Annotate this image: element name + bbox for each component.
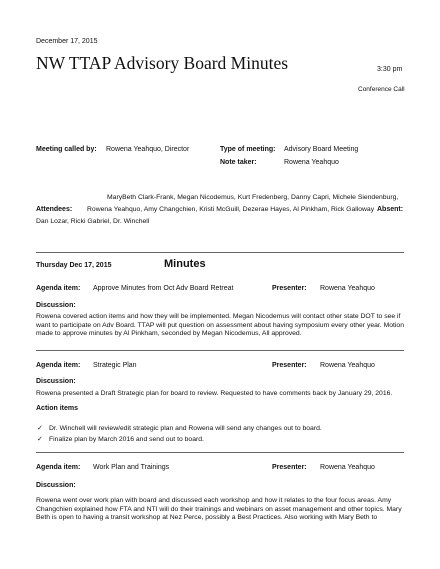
checkmark-icon: ✓ [37,425,43,432]
discussion-1: Rowena covered action items and how they will be implemented. Megan Nicodemus will contact other state DOT to see if want to participate on Adv Board. TTAP will put question on assessment about having symposium every other year. Motion made to approve minutes by Al Pinkham, seconded by Megan Nicodemus, All approved. [36,313,404,338]
meeting-type-label: Type of meeting: [220,146,276,153]
attendees-line-1: MaryBeth Clark-Frank, Megan Nicodemus, Kurt Fredenberg, Danny Capri, Michele Siendenburg, [107,194,399,201]
called-by-value: Rowena Yeahquo, Director [106,146,190,153]
section-divider [36,252,404,253]
called-by-label: Meeting called by: [36,146,97,153]
section-divider [36,350,404,351]
attendees-line-2: Rowena Yeahquo, Amy Changchien, Kristi McGuill, Dezerae Hayes, Al Pinkham, Rick Galloway [87,206,375,213]
meeting-type-value: Advisory Board Meeting [284,146,359,153]
meeting-location: Conference Call [358,86,405,93]
presenter-label: Presenter: [272,285,307,292]
agenda-label: Agenda item: [36,464,81,471]
discussion-2: Rowena presented a Draft Strategic plan for board to review. Requested to have comments back by January 29, 2016. [36,390,393,397]
minutes-heading: Minutes [164,258,206,270]
discussion-3: Rowena went over work plan with board and discussed each workshop and how it relates to the four focus areas. Amy Changchien explained how FTA and NTI will do their trainings and webinars on asset management and other topics. Mary Beth is open to having a transit workshop at Nez Perce, possibly a Best Practices. Also working with Mary Beth to [36,497,402,522]
presenter-label: Presenter: [272,464,307,471]
action-item: Dr. Winchell will review/edit strategic plan and Rowena will send any changes out to board. [49,425,322,432]
note-taker-value: Rowena Yeahquo [284,159,339,166]
discussion-label: Discussion: [36,482,76,489]
agenda-item-3: Work Plan and Trainings [93,464,170,471]
meeting-time: 3:30 pm [377,66,403,73]
action-item: Finalize plan by March 2016 and send out to board. [49,436,204,443]
agenda-item-1: Approve Minutes from Oct Adv Board Retreat [93,285,234,292]
absent-value: Dan Lozar, Ricki Gabriel, Dr. Winchell [36,218,150,225]
discussion-label: Discussion: [36,378,76,385]
presenter-2: Rowena Yeahquo [320,362,375,369]
section-divider [36,452,404,453]
agenda-item-2: Strategic Plan [93,362,137,369]
attendees-label: Attendees: [36,206,73,213]
presenter-label: Presenter: [272,362,307,369]
note-taker-label: Note taker: [220,159,257,166]
presenter-3: Rowena Yeahquo [320,464,375,471]
action-items-label: Action items [36,405,79,412]
checkmark-icon: ✓ [37,436,43,443]
minutes-date: Thursday Dec 17, 2015 [36,262,112,269]
page-title: NW TTAP Advisory Board Minutes [36,53,289,73]
presenter-1: Rowena Yeahquo [320,285,375,292]
absent-label: Absent: [377,206,404,213]
agenda-label: Agenda item: [36,285,81,292]
discussion-label: Discussion: [36,302,76,309]
document-date: December 17, 2015 [36,38,98,45]
agenda-label: Agenda item: [36,362,81,369]
